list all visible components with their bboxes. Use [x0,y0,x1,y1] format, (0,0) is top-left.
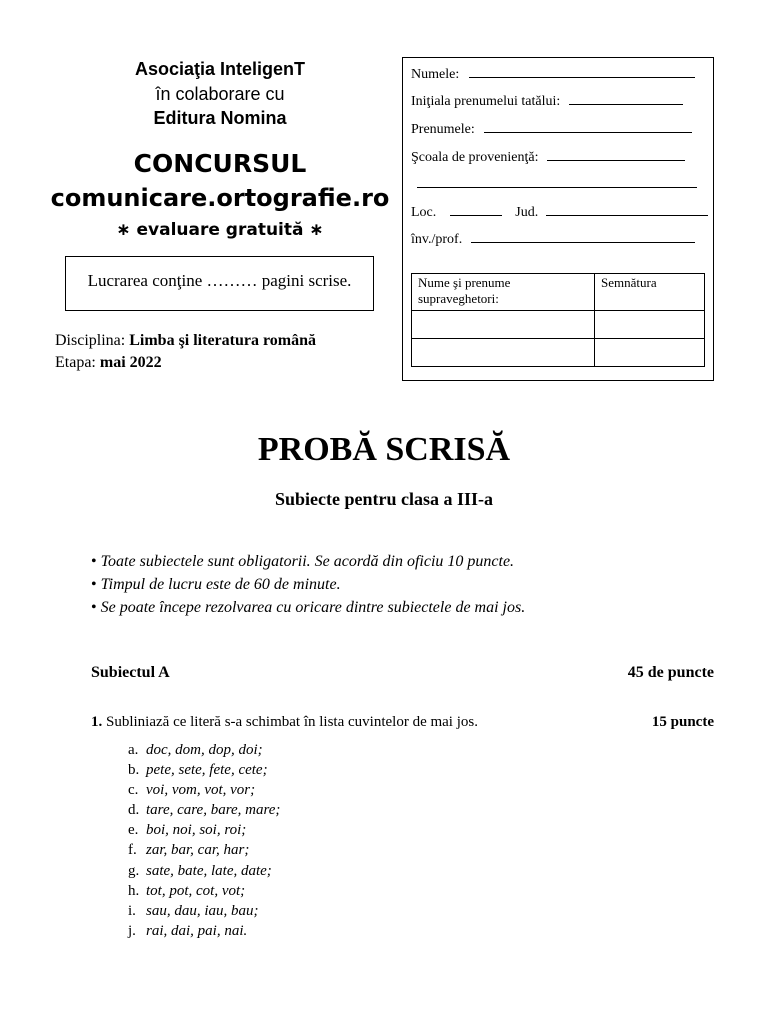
list-item[interactable] [128,820,280,840]
first-name-field[interactable] [484,119,692,133]
teacher-field[interactable] [471,229,695,243]
stage-label: Etapa: [55,354,100,371]
list-item[interactable] [128,780,280,800]
first-name-label: Prenumele: [411,122,475,137]
name-row [411,64,695,84]
option-text: tot, pot, cot, vot; [146,882,246,899]
list-item[interactable] [128,760,280,780]
organization-name: Asociaţia InteligenT [134,59,306,79]
question-number: 1. [91,714,103,730]
list-item[interactable] [128,740,280,760]
supervisor-signature-cell[interactable] [595,311,705,339]
contest-note: ∗ evaluare gratuită ∗ [116,220,324,240]
subject-a-points: 45 de puncte [627,664,714,681]
school-row-2 [411,174,697,194]
page-title: PROBĂ SCRISĂ [257,431,511,468]
rule-text: Toate subiectele sunt obligatorii. Se acordă din oficiu 10 puncte. [100,553,515,570]
option-text: pete, sete, fete, cete; [146,762,268,779]
father-initial-field[interactable] [569,91,683,105]
bullet-icon: • [91,553,101,570]
contest-title: CONCURSUL [133,149,307,178]
option-letter: h. [128,882,140,899]
list-item[interactable] [128,840,280,860]
option-text: zar, bar, car, har; [146,842,250,859]
rule-item [91,574,341,596]
discipline-value: Limba şi literatura română [129,332,317,349]
bullet-icon: • [91,599,101,616]
question-1-points: 15 puncte [651,714,714,730]
school-row [411,147,685,167]
publisher-name: Editura Nomina [153,108,287,128]
option-letter: a. [128,742,139,758]
stage-value: mai 2022 [99,354,162,371]
option-letter: g. [128,862,140,879]
teacher-label: înv./prof. [411,232,463,247]
rule-item [91,597,525,619]
option-text: tare, care, bare, mare; [146,802,281,819]
school-field[interactable] [547,147,685,161]
list-item[interactable] [128,881,280,901]
county-field[interactable] [546,202,708,216]
father-initial-label: Iniţiala prenumelui tatălui: [411,94,561,109]
supervisors-table-header [412,274,705,311]
options-list [128,740,280,941]
teacher-row [411,229,695,249]
list-item[interactable] [128,901,280,921]
option-letter: e. [128,822,139,839]
option-text: voi, vom, vot, vor; [146,782,256,799]
supervisor-signature-cell[interactable] [595,339,705,367]
father-initial-row [411,91,683,111]
pages-statement: Lucrarea conţine ……… pagini scrise. [87,271,352,290]
page-subtitle: Subiecte pentru clasa a III-a [274,489,493,509]
pages-box [65,256,374,311]
supervisors-header: Nume şi prenume supraveghetori: [412,274,595,311]
rule-item [91,551,514,573]
locality-field[interactable] [450,202,502,216]
stage-line [55,352,162,374]
supervisors-table [411,273,705,367]
supervisor-name-cell[interactable] [412,311,595,339]
question-text: Subliniază ce literă s-a schimbat în lista cuvintelor de mai jos. [102,714,478,730]
locality-row [411,202,708,222]
county-label: Jud. [515,205,539,220]
candidate-form [402,57,714,381]
list-item[interactable] [128,861,280,881]
name-label: Numele: [411,67,460,82]
supervisor-row [412,339,705,367]
option-text: sate, bate, late, date; [146,862,272,879]
option-text: boi, noi, soi, roi; [146,822,247,839]
option-letter: c. [128,782,139,799]
option-text: doc, dom, dop, doi; [146,742,263,758]
name-field[interactable] [469,64,695,78]
signature-header: Semnătura [595,274,705,311]
discipline-label: Disciplina: [55,332,130,349]
first-name-row [411,119,692,139]
question-1 [91,711,478,733]
contest-website: comunicare.ortografie.ro [50,184,390,212]
option-text: rai, dai, pai, nai. [146,922,248,939]
discipline-line [55,330,316,352]
supervisor-name-cell[interactable] [412,339,595,367]
option-letter: b. [128,762,140,779]
option-letter: f. [128,842,137,859]
locality-label: Loc. [411,205,437,220]
option-text: sau, dau, iau, bau; [146,902,259,919]
list-item[interactable] [128,800,280,820]
supervisor-row [412,311,705,339]
option-letter: d. [128,802,140,819]
option-letter: j. [128,922,136,939]
rule-text: Timpul de lucru este de 60 de minute. [100,576,341,593]
school-field-2[interactable] [417,174,697,188]
list-item[interactable] [128,921,280,941]
rule-text: Se poate începe rezolvarea cu oricare dintre subiectele de mai jos. [100,599,526,616]
subject-a-title: Subiectul A [91,664,170,681]
bullet-icon: • [91,576,101,593]
school-label: Şcoala de provenienţă: [411,150,539,165]
collaboration-text: în colaborare cu [155,84,285,104]
option-letter: i. [128,902,136,919]
